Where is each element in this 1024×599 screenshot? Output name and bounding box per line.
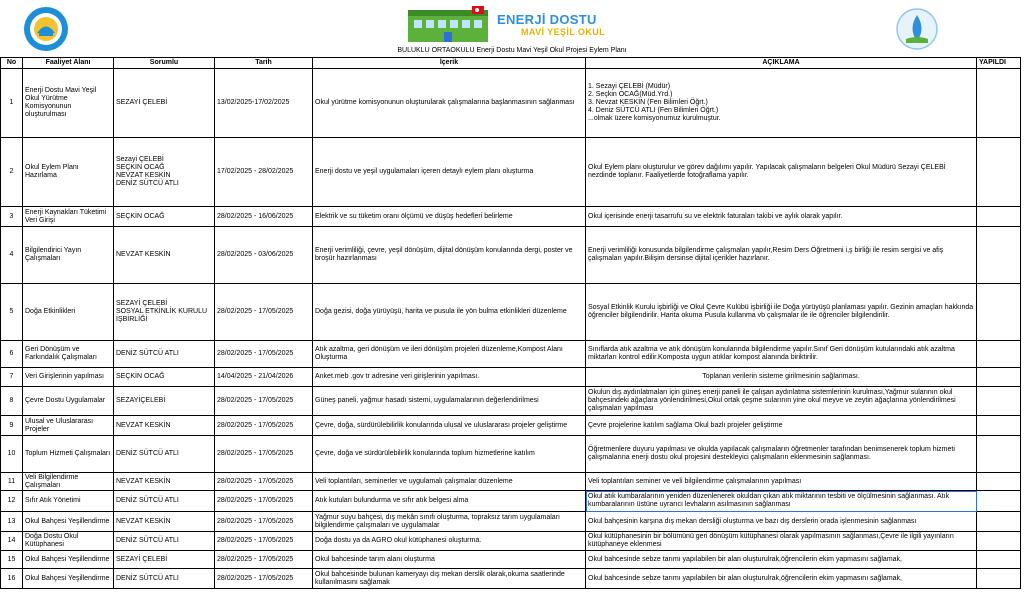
cell-date: 28/02/2025 - 17/05/2025 — [215, 436, 313, 473]
cell-date: 28/02/2025 - 17/05/2025 — [215, 416, 313, 436]
cell-activity: Okul Bahçesi Yeşillendirme — [23, 551, 114, 569]
cell-responsible: DENİZ SÜTCÜ ATLI — [114, 569, 215, 589]
cell-date: 28/02/2025 - 17/05/2025 — [215, 387, 313, 416]
cell-done[interactable] — [977, 491, 1021, 512]
cell-responsible: SEZAYİ ÇELEBİ SOSYAL ETKİNLİK KURULU İŞBİRLİĞİ — [114, 284, 215, 341]
cell-content: Doğa gezisi, doğa yürüyüşü, harita ve pusula ile yön bulma etkinlikleri düzenleme — [313, 284, 586, 341]
cell-done[interactable] — [977, 436, 1021, 473]
cell-responsible: SEZAYİ ÇELEBİ — [114, 69, 215, 138]
cell-content: Yağmur suyu bahçesi, dış mekân sınıfı oluşturma, topraksız tarım uygulamaları bilgilendirme çalışmaları ve uygulamalar — [313, 512, 586, 532]
cell-activity: Enerji Kaynakları Tüketimi Veri Girişi — [23, 207, 114, 227]
cell-activity: Okul Bahçesi Yeşillendirme — [23, 569, 114, 589]
column-header-activity: Faaliyet Alanı — [23, 58, 114, 69]
cell-content: Çevre, doğa ve sürdürülebilirlik konularında toplum hizmetlerine katılım — [313, 436, 586, 473]
cell-activity: Ulusal ve Uluslararası Projeler — [23, 416, 114, 436]
cell-description: Okul kütüphanesinin bir bölümünü geri dönüşüm kütüphanesi olarak yapılmasının sağlanması,Çevre ile ilgili yayınların kütüphaneye eklenmesi — [586, 532, 977, 551]
cell-activity: Enerji Dostu Mavi Yeşil Okul Yürütme Komisyonunun oluşturulması — [23, 69, 114, 138]
cell-done[interactable] — [977, 368, 1021, 387]
cell-activity: Geri Dönüşüm ve Farkındalık Çalışmaları — [23, 341, 114, 368]
cell-content: Elektrik ve su tüketim oranı ölçümü ve düşüş hedefleri belirleme — [313, 207, 586, 227]
cell-description: Okul Eylem planı oluşturulur ve görev dağılımı yapılır. Yapılacak çalışmaların belgeleri Okul Müdürü Sezayi ÇELEBİ nezdinde toplanır. Faaliyetlerde fotoğraflama yapılır. — [586, 138, 977, 207]
cell-no: 14 — [1, 532, 23, 551]
cell-date: 17/02/2025 - 28/02/2025 — [215, 138, 313, 207]
cell-no: 12 — [1, 491, 23, 512]
table-row — [1, 491, 1021, 512]
cell-no: 16 — [1, 569, 23, 589]
cell-date: 13/02/2025-17/02/2025 — [215, 69, 313, 138]
cell-no: 10 — [1, 436, 23, 473]
table-row — [1, 387, 1021, 416]
cell-date: 28/02/2025 - 17/05/2025 — [215, 284, 313, 341]
table-row — [1, 138, 1021, 207]
cell-done[interactable] — [977, 551, 1021, 569]
table-row — [1, 473, 1021, 491]
cell-responsible: SEZAYİ ÇELEBİ — [114, 551, 215, 569]
cell-no: 6 — [1, 341, 23, 368]
cell-content: Enerji verimliliği, çevre, yeşil dönüşüm, dijital dönüşüm konularında dergi, poster ve broşür hazırlanması — [313, 227, 586, 284]
cell-activity: Toplum Hizmeti Çalışmaları — [23, 436, 114, 473]
cell-no: 3 — [1, 207, 23, 227]
table-row — [1, 284, 1021, 341]
cell-done[interactable] — [977, 569, 1021, 589]
cell-responsible: DENİZ SÜTCÜ ATLI — [114, 341, 215, 368]
cell-description: 1. Sezayi ÇELEBİ (Müdür) 2. Seçkin OCAĞ(Müd.Yrd.) 3. Nevzat KESKİN (Fen Bilimleri Öğrt.) 4. Deniz SÜTCÜ ATLI (Fen Bilimleri Öğrt.) ...olmak üzere komisyonumuz kurulmuştur. — [586, 69, 977, 138]
brand-subtitle: MAVİ YEŞİL OKUL — [521, 27, 606, 37]
cell-done[interactable] — [977, 341, 1021, 368]
cell-done[interactable] — [977, 284, 1021, 341]
cell-date: 28/02/2025 - 17/05/2025 — [215, 491, 313, 512]
cell-activity: Okul Bahçesi Yeşillendirme — [23, 512, 114, 532]
cell-description: Okul bahcesinde sebze tarımı yapılabilen bir alan oluşturulrak,öğrencilerin ekim yapmasını sağlamak, — [586, 551, 977, 569]
cell-activity: Doğa Etkinlikleri — [23, 284, 114, 341]
table-row — [1, 569, 1021, 589]
cell-responsible: NEVZAT KESKİN — [114, 416, 215, 436]
cell-date: 28/02/2025 - 17/05/2025 — [215, 532, 313, 551]
cell-content: Atık azaltma, geri dönüşüm ve ileri dönüşüm projeleri düzenleme,Kompost Alanı Oluşturma — [313, 341, 586, 368]
cell-content: Atık kutuları bulundurma ve sıfır atık belgesi alma — [313, 491, 586, 512]
table-row — [1, 416, 1021, 436]
cell-responsible: NEVZAT KESKİN — [114, 473, 215, 491]
table-row — [1, 512, 1021, 532]
school-emblem-logo — [23, 6, 69, 52]
cell-description: Çevre projelerine katılım sağlama Okul bazlı projeler geliştirme — [586, 416, 977, 436]
cell-responsible: SEÇKİN OCAĞ — [114, 207, 215, 227]
cell-no: 15 — [1, 551, 23, 569]
table-header-row — [1, 58, 1021, 69]
cell-description: Öğretmenlere duyuru yapılması ve okulda yapılacak çalışmaların öğretmenler tarafından benimsenerek toplum hizmeti çalışmalarına enerji dostu okul projesini destekleyici çalışmaların eklenmesinin sağlanması. — [586, 436, 977, 473]
document-title: BULUKLU ORTAOKULU Enerji Dostu Mavi Yeşil Okul Projesi Eylem Planı — [397, 47, 627, 54]
column-header-done: YAPILDI — [977, 58, 1021, 69]
cell-description: Okulun dış aydınlatmaları için güneş enerji paneli ile çalışan aydınlatma sistemlerinin kurulması,Yağmur sularının okul bahçesindeki ağaçlara yönlendirilmesi,Okul ortak çeşme sularının yine okul meyve ve zeytin ağaçlarına yönlendirilmesi çalışmaları yapılması — [586, 387, 977, 416]
cell-activity: Okul Eylem Planı Hazırlama — [23, 138, 114, 207]
column-header-responsible: Sorumlu — [114, 58, 215, 69]
cell-done[interactable] — [977, 416, 1021, 436]
cell-description: Toplanan verilerin sisteme girilmesinin sağlanması. — [586, 368, 977, 387]
column-header-date: Tarih — [215, 58, 313, 69]
cell-description: Enerji verimliliği konusunda bilgilendirme çalışmaları yapılır,Resim Ders Öğretmeni i,ş birliği ile resim sergisi ve afiş çalışmaları yapılır.Bilişim dersinse dijital içerikler hazırlanır. — [586, 227, 977, 284]
cell-date: 28/02/2025 - 17/05/2025 — [215, 551, 313, 569]
cell-description: Okul içerisinde enerji tasarrufu su ve elektrik faturaları takibi ve aylık olarak yapılır. — [586, 207, 977, 227]
cell-done[interactable] — [977, 69, 1021, 138]
cell-date: 28/02/2025 - 17/05/2025 — [215, 512, 313, 532]
cell-no: 7 — [1, 368, 23, 387]
cell-content: Çevre, doğa, sürdürülebilirlik konularında ulusal ve uluslararası projeler geliştirme — [313, 416, 586, 436]
action-plan-table — [0, 57, 1021, 589]
cell-activity: Bilgilendirici Yayın Çalışmaları — [23, 227, 114, 284]
document-header — [0, 0, 1024, 57]
column-header-description: AÇIKLAMA — [586, 58, 977, 69]
cell-content: Okul yürütme komisyonunun oluşturularak çalışmalarına başlanmasının sağlanması — [313, 69, 586, 138]
table-row — [1, 207, 1021, 227]
cell-date: 28/02/2025 - 16/06/2025 — [215, 207, 313, 227]
cell-no: 2 — [1, 138, 23, 207]
table-row — [1, 551, 1021, 569]
cell-description: Okul bahcesinde sebze tarımı yapılabilen bir alan oluşturulrak,öğrencilerin ekim yapmasını sağlamak, — [586, 569, 977, 589]
cell-responsible: SEÇKİN OCAĞ — [114, 368, 215, 387]
cell-activity: Çevre Dostu Uygulamalar — [23, 387, 114, 416]
water-drop-logo — [896, 7, 938, 51]
cell-no: 11 — [1, 473, 23, 491]
cell-no: 5 — [1, 284, 23, 341]
cell-content: Okul bahcesinde bulunan kameryayı dış mekan derslik olarak,okuma saatlerinde kullanılmasını sağlamak — [313, 569, 586, 589]
cell-activity: Sıfır Atık Yönetimi — [23, 491, 114, 512]
cell-no: 9 — [1, 416, 23, 436]
cell-no: 13 — [1, 512, 23, 532]
table-row — [1, 227, 1021, 284]
cell-date: 28/02/2025 - 17/05/2025 — [215, 341, 313, 368]
column-header-content: İçerik — [313, 58, 586, 69]
cell-responsible: SEZAYİÇELEBİ — [114, 387, 215, 416]
cell-done[interactable] — [977, 532, 1021, 551]
cell-date: 28/02/2025 - 17/05/2025 — [215, 569, 313, 589]
cell-responsible: Sezayi ÇELEBİ SEÇKİN OCAĞ NEVZAT KESKİN DENİZ SÜTCÜ ATLI — [114, 138, 215, 207]
column-header-no: No — [1, 58, 23, 69]
cell-no: 4 — [1, 227, 23, 284]
cell-done[interactable] — [977, 138, 1021, 207]
cell-done[interactable] — [977, 387, 1021, 416]
cell-content: Anket.meb .gov tr adresine veri girişlerinin yapılması. — [313, 368, 586, 387]
cell-responsible: NEVZAT KESKİN — [114, 227, 215, 284]
cell-content: Doğa dostu ya da AGRO okul kütüphanesi oluşturma. — [313, 532, 586, 551]
cell-content: Güneş paneli, yağmur hasadı sistemi, uygulamalarının değerlendirilmesi — [313, 387, 586, 416]
cell-content: Enerji dostu ve yeşil uygulamaları içeren detaylı eylem planı oluşturma — [313, 138, 586, 207]
cell-done[interactable] — [977, 473, 1021, 491]
cell-date: 14/04/2025 - 21/04/2026 — [215, 368, 313, 387]
cell-done[interactable] — [977, 512, 1021, 532]
cell-date: 28/02/2025 - 03/06/2025 — [215, 227, 313, 284]
table-row — [1, 436, 1021, 473]
cell-activity: Veli Bilgilendirme Çalışmaları — [23, 473, 114, 491]
cell-content: Veli toplantıları, seminerler ve uygulamalı çalışmalar düzenleme — [313, 473, 586, 491]
cell-date: 28/02/2025 - 17/05/2025 — [215, 473, 313, 491]
cell-no: 1 — [1, 69, 23, 138]
brand-title: ENERJİ DOSTU — [497, 12, 597, 27]
cell-done[interactable] — [977, 207, 1021, 227]
table-row — [1, 368, 1021, 387]
cell-description: Sosyal Etkinlik Kurulu işbirliği ve Okul Çevre Kulübü işbirliği ile Doğa yürüyüşü planlaması yapılır. Gezinin amaçları hakkında öğrenciler bilgilendirilir. Harita okuma Pusula kullanma vb çalışmalar ile ile öğrenciler bilgilendirilir. — [586, 284, 977, 341]
cell-no: 8 — [1, 387, 23, 416]
cell-description: Veli toplantıları seminer ve veli bilgilendirme çalışmalarının yapılması — [586, 473, 977, 491]
cell-responsible: NEVZAT KESKİN — [114, 512, 215, 532]
cell-activity: Veri Girişlerinin yapılması — [23, 368, 114, 387]
table-row — [1, 69, 1021, 138]
cell-activity: Doğa Dostu Okul Kütüphanesi — [23, 532, 114, 551]
cell-responsible: DENİZ SÜTCÜ ATLI — [114, 532, 215, 551]
cell-description: Okul bahçesinin karşına dış mekan dersliği oluşturma ve bazı dış derslerin orada işlenmesinin sağlanması — [586, 512, 977, 532]
cell-content: Okul bahcesinde tarım alanı oluşturma — [313, 551, 586, 569]
cell-description-selected[interactable]: Okul atık kumbaralarının yeniden düzenlenerek okuldan çıkan atık miktarının tesbiti ve ölçülmesinin sağlanması. Atık kumbaralarının üstüne uyrarıcı levhaların asılmasının sağlanması — [586, 491, 977, 512]
cell-description: Sınıflarda atık azaltma ve atık dönüşüm konularında bilgilendirme yapılır.Sınıf Geri dönüşüm kutularındaki atık azaltma miktarları kontrol edilir.Komposta uygun atıklar kompost alanında biriktirilir. — [586, 341, 977, 368]
table-row — [1, 341, 1021, 368]
cell-responsible: DENİZ SÜTCÜ ATLI — [114, 436, 215, 473]
cell-responsible: DENİZ SÜTCÜ ATLI — [114, 491, 215, 512]
table-row — [1, 532, 1021, 551]
cell-done[interactable] — [977, 227, 1021, 284]
